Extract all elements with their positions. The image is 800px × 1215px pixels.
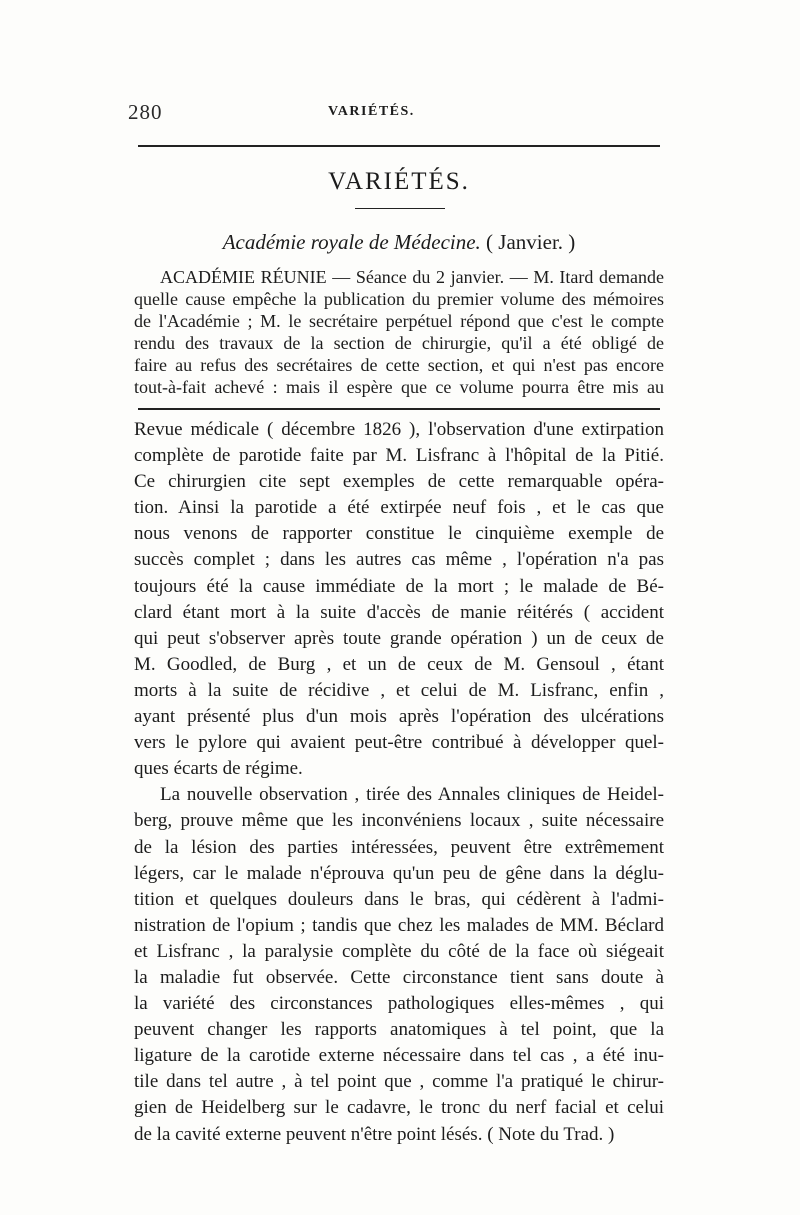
title-rule [355, 208, 445, 209]
text-line: ayant présenté plus d'un mois après l'opération des ulcérations [134, 706, 664, 728]
text-line: de la cavité externe peuvent n'être point lésés. ( Note du Trad. ) [134, 1123, 615, 1145]
text-line: légers, car le malade n'éprouva qu'un peu de gêne dans la déglu- [134, 862, 664, 884]
text-line: toujours été la cause immédiate de la mort ; le malade de Bé- [134, 575, 664, 597]
text-line: Revue médicale ( décembre 1826 ), l'observation d'une extirpation [134, 419, 664, 440]
section-divider-rule [138, 408, 660, 410]
text-line: nistration de l'opium ; tandis que chez les malades de MM. Béclard [134, 914, 664, 936]
text-line: La nouvelle observation , tirée des Annales cliniques de Heidel- [160, 784, 664, 806]
section-subtitle [138, 230, 660, 255]
subtitle-month: ( Janvier. ) [480, 230, 576, 254]
text-line: ques écarts de régime. [134, 758, 303, 780]
running-title: VARIÉTÉS. [328, 104, 415, 119]
page-number: 280 [128, 100, 163, 124]
running-head [128, 100, 668, 124]
text-line: vers le pylore qui avaient peut-être contribué à développer quel- [134, 732, 664, 754]
text-line: et Lisfranc , la paralysie complète du côté de la face où siégeait [134, 940, 664, 962]
text-line: berg, prouve même que les inconvéniens locaux , suite nécessaire [134, 810, 664, 832]
text-line: ACADÉMIE RÉUNIE — Séance du 2 janvier. — M. Itard demande [160, 267, 664, 287]
text-line: qui peut s'observer après toute grande opération ) un de ceux de [134, 627, 664, 649]
text-line: ligature de la carotide externe nécessaire dans tel cas , a été inu- [134, 1045, 664, 1067]
text-line: de la lésion des parties intéressées, peuvent être extrêmement [134, 836, 664, 858]
text-line: quelle cause empêche la publication du premier volume des mémoires [134, 289, 664, 309]
paragraph-parotid-observation [134, 417, 664, 1148]
text-line: succès complet ; dans les autres cas même , l'opération n'a pas [134, 549, 664, 571]
text-line: Ce chirurgien cite sept exemples de cette remarquable opéra- [134, 471, 664, 493]
text-line: faire au refus des secrétaires de cette section, et qui n'est pas encore [134, 355, 664, 375]
text-line: la maladie fut observée. Cette circonstance tient sans doute à [134, 966, 664, 988]
paragraph-academy-session [134, 266, 664, 398]
text-line: nous venons de rapporter constitue le cinquième exemple de [134, 523, 664, 545]
header-rule [138, 145, 660, 147]
text-line: clard étant mort à la suite d'accès de manie réitérés ( accident [134, 601, 664, 623]
subtitle-academy: Académie royale de Médecine. [222, 230, 481, 254]
text-line: gien de Heidelberg sur le cadavre, le tronc du nerf facial et celui [134, 1097, 664, 1119]
text-line: complète de parotide faite par M. Lisfranc à l'hôpital de la Pitié. [134, 445, 664, 467]
text-line: la variété des circonstances pathologiques elles-mêmes , qui [134, 993, 664, 1015]
text-line: tile dans tel autre , à tel point que , comme l'a pratiqué le chirur- [134, 1071, 664, 1093]
text-line: rendu des travaux de la section de chirurgie, qu'il a été obligé de [134, 333, 664, 353]
text-line: morts à la suite de récidive , et celui de M. Lisfranc, enfin , [134, 679, 664, 701]
text-line: tout-à-fait achevé : mais il espère que ce volume pourra être mis au [134, 377, 664, 397]
text-line: peuvent changer les rapports anatomiques à tel point, que la [134, 1019, 664, 1041]
text-line: de l'Académie ; M. le secrétaire perpétuel répond que c'est le compte [134, 311, 664, 331]
text-line: M. Goodled, de Burg , et un de ceux de M. Gensoul , étant [134, 653, 664, 675]
text-line: tition et quelques douleurs dans le bras, qui cédèrent à l'admi- [134, 888, 664, 910]
section-title: VARIÉTÉS. [328, 168, 470, 195]
text-line: tion. Ainsi la parotide a été extirpée neuf fois , et le cas que [134, 497, 664, 519]
